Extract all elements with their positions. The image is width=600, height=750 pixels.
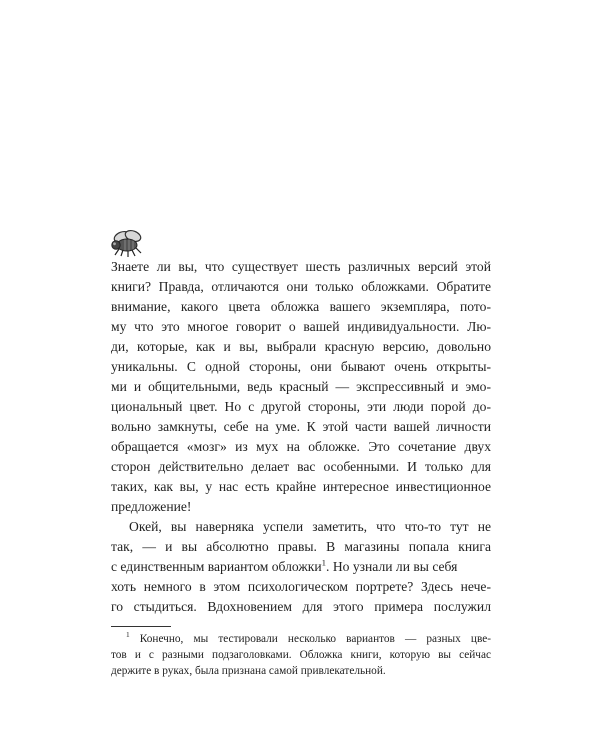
body-text-line: циональный цвет. Но с другой стороны, эти люди порой до- — [111, 399, 491, 414]
body-text-line: ди, которые, как и вы, выбрали красную версию, довольно — [111, 339, 491, 354]
footnote-line — [126, 631, 491, 647]
footnote-line: тов и с разными подзаголовками. Обложка книги, которую вы сейчас — [111, 649, 491, 661]
footnote-text: Конечно, мы тестировали несколько вариантов — разных цве- — [139, 633, 491, 645]
body-text-segment: . Но узнали ли вы себя — [326, 559, 458, 574]
body-text-line: предложение! — [111, 499, 192, 514]
body-text-line: му что это многое говорит о вашей индивидуальности. Лю- — [111, 319, 491, 334]
fly-icon — [108, 228, 146, 258]
body-text-line: Окей, вы наверняка успели заметить, что что-то тут не — [129, 519, 491, 534]
body-text-line: ми и общительными, ведь красный — экспрессивный и эмо- — [111, 379, 491, 394]
body-text-line: Знаете ли вы, что существует шесть различных версий этой — [111, 259, 491, 274]
body-text-line: го стыдиться. Вдохновением для этого примера послужил — [111, 599, 491, 614]
body-text-line: таких, как вы, у нас есть крайне интересное инвестиционное — [111, 479, 491, 494]
footnote-line: держите в руках, была признана самой привлекательной. — [111, 665, 386, 677]
body-text-line: внимание, какого цвета обложка вашего экземпляра, пото- — [111, 299, 491, 314]
body-text-segment: с единственным вариантом обложки — [111, 559, 322, 574]
footnote-ref[interactable]: 1 — [321, 557, 327, 568]
body-text-line: обращается «мозг» из мух на обложке. Это сочетание двух — [111, 439, 491, 454]
body-text-line: книги? Правда, отличаются они только обложками. Обратите — [111, 279, 491, 294]
body-text-line: так, — и вы абсолютно правы. В магазины попала книга — [111, 539, 491, 554]
body-text-line: сторон действительно делает вас особенными. И только для — [111, 459, 491, 474]
body-text-line-with-footnote — [111, 557, 491, 577]
footnote-marker: 1 — [126, 631, 130, 640]
footnote-divider — [111, 626, 171, 627]
body-text-line: уникальны. С одной стороны, они бывают очень открыты- — [111, 359, 491, 374]
body-text-line: вольно замкнуты, себе на уме. К этой части вашей личности — [111, 419, 491, 434]
body-text-line: хоть немного в этом психологическом портрете? Здесь нече- — [111, 579, 491, 594]
